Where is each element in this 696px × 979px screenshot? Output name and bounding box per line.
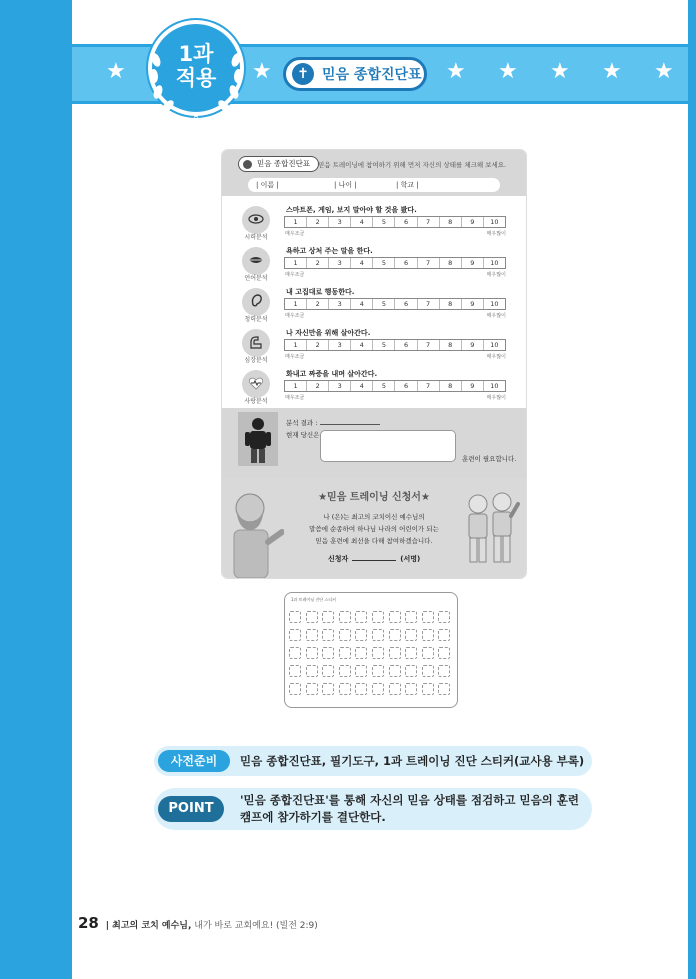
sticker-cell — [422, 611, 434, 623]
sticker-cell — [322, 629, 334, 641]
rating-scale — [284, 298, 506, 310]
left-border — [0, 0, 72, 979]
scale-2[interactable]: 2 — [307, 299, 329, 309]
sticker-cell — [289, 683, 301, 695]
title-pill — [283, 57, 427, 91]
star-icon: ★ — [446, 59, 466, 84]
scale-min: 매우조금 — [285, 272, 305, 278]
sticker-cell — [322, 683, 334, 695]
star-icon: ★ — [654, 59, 674, 84]
scale-10[interactable]: 10 — [490, 218, 499, 226]
sticker-cell — [289, 611, 301, 623]
scale-9[interactable]: 9 — [462, 381, 484, 391]
scale-9[interactable]: 9 — [462, 217, 484, 227]
result-end: 훈련이 필요합니다. — [462, 455, 517, 463]
scale-4[interactable]: 4 — [351, 217, 373, 227]
sticker-cell — [438, 665, 450, 677]
field-name: | 이름 | — [256, 181, 279, 189]
sticker-cell — [306, 629, 318, 641]
scale-2[interactable]: 2 — [307, 217, 329, 227]
scale-3[interactable]: 3 — [329, 340, 351, 350]
scale-8[interactable]: 8 — [440, 217, 462, 227]
scale-6[interactable]: 6 — [395, 258, 417, 268]
sticker-cell — [322, 647, 334, 659]
footer-subtitle: 내가 바로 교회예요! (빌전 2:9) — [194, 921, 318, 931]
result-line[interactable] — [320, 424, 380, 425]
sticker-cell — [306, 665, 318, 677]
sticker-cell — [405, 683, 417, 695]
sticker-cell — [389, 629, 401, 641]
sticker-grid — [289, 611, 455, 695]
training-application — [222, 478, 526, 578]
scale-2[interactable]: 2 — [307, 381, 329, 391]
sticker-cell — [322, 611, 334, 623]
scale-7[interactable]: 7 — [418, 381, 440, 391]
diagnosis-row — [222, 325, 526, 365]
scale-9[interactable]: 9 — [462, 299, 484, 309]
sticker-cell — [422, 647, 434, 659]
star-icon: ★ — [550, 59, 570, 84]
sticker-cell — [355, 629, 367, 641]
sticker-cell — [422, 683, 434, 695]
sticker-cell — [422, 629, 434, 641]
application-line-2: 말씀에 순종하여 하나님 나라의 어린이가 되는 — [309, 525, 439, 533]
scale-9[interactable]: 9 — [462, 340, 484, 350]
scale-7[interactable]: 7 — [418, 299, 440, 309]
rating-scale — [284, 339, 506, 351]
badge-text — [138, 42, 254, 90]
sticker-cell — [339, 647, 351, 659]
sticker-sheet — [284, 592, 458, 708]
application-line-1: 나 (은)는 최고의 코치이신 예수님의 — [323, 513, 425, 521]
heart-icon — [242, 370, 270, 398]
arm-icon — [242, 329, 270, 357]
sticker-cell — [306, 683, 318, 695]
scale-10[interactable]: 10 — [490, 341, 499, 349]
sticker-cell — [438, 629, 450, 641]
sticker-cell — [322, 665, 334, 677]
person-icon — [238, 412, 278, 466]
field-age: | 나이 | — [334, 181, 357, 189]
scale-min: 매우조금 — [285, 313, 305, 319]
sheet-header — [222, 150, 526, 196]
preparation-text: 믿음 종합진단표, 필기도구, 1과 트레이닝 진단 스티커(교사용 부록) — [240, 754, 585, 768]
result-label-row — [286, 418, 380, 427]
scale-4[interactable]: 4 — [351, 340, 373, 350]
preparation-bar — [154, 746, 592, 776]
sticker-cell — [355, 647, 367, 659]
scale-6[interactable]: 6 — [395, 217, 417, 227]
row-label: 심장분석 — [244, 357, 268, 364]
sticker-cell — [289, 665, 301, 677]
scale-min: 매우조금 — [285, 395, 305, 401]
scale-5[interactable]: 5 — [373, 258, 395, 268]
scale-7[interactable]: 7 — [418, 217, 440, 227]
scale-3[interactable]: 3 — [329, 299, 351, 309]
scale-max: 매우많이 — [486, 354, 506, 360]
scale-1[interactable]: 1 — [285, 381, 307, 391]
star-icon: ★ — [106, 59, 126, 84]
scale-6[interactable]: 6 — [395, 381, 417, 391]
sign-end: (서명) — [400, 555, 421, 563]
scale-max: 매우많이 — [486, 231, 506, 237]
scale-6[interactable]: 6 — [395, 340, 417, 350]
sticker-cell — [289, 647, 301, 659]
sticker-cell — [372, 629, 384, 641]
scale-min: 매우조금 — [285, 231, 305, 237]
scale-3[interactable]: 3 — [329, 258, 351, 268]
scale-max: 매우많이 — [486, 395, 506, 401]
lesson-badge — [138, 20, 254, 128]
scale-7[interactable]: 7 — [418, 258, 440, 268]
scale-max: 매우많이 — [486, 272, 506, 278]
sticker-cell — [405, 629, 417, 641]
sticker-cell — [405, 665, 417, 677]
star-icon: ★ — [252, 59, 272, 84]
sticker-cell — [389, 683, 401, 695]
point-label: POINT — [158, 796, 224, 822]
scale-8[interactable]: 8 — [440, 340, 462, 350]
badge-line2: 적용 — [175, 66, 217, 90]
row-label: 시력분석 — [244, 234, 268, 241]
diagnosis-row — [222, 243, 526, 283]
rating-scale — [284, 380, 506, 392]
title-pill-label: 믿음 종합진단표 — [322, 67, 422, 83]
svg-text:★: ★ — [191, 111, 201, 121]
row-statement: 나 자신만을 위해 살아간다. — [286, 329, 371, 337]
sticker-cell — [389, 611, 401, 623]
eye-icon — [242, 206, 270, 234]
scale-4[interactable]: 4 — [351, 258, 373, 268]
sign-line[interactable] — [352, 560, 396, 561]
analysis-result — [222, 408, 526, 478]
sticker-cell — [405, 647, 417, 659]
scale-9[interactable]: 9 — [462, 258, 484, 268]
sticker-cell — [306, 611, 318, 623]
sticker-cell — [405, 611, 417, 623]
scale-6[interactable]: 6 — [395, 299, 417, 309]
field-school: | 학교 | — [396, 181, 419, 189]
sticker-cell — [438, 647, 450, 659]
scale-3[interactable]: 3 — [329, 381, 351, 391]
scale-1[interactable]: 1 — [285, 258, 307, 268]
scale-max: 매우많이 — [486, 313, 506, 319]
scale-1[interactable]: 1 — [285, 299, 307, 309]
scale-4[interactable]: 4 — [351, 381, 373, 391]
faith-diagnosis-sheet — [222, 150, 526, 578]
footer-title: | 최고의 코치 예수님, — [105, 921, 192, 931]
scale-8[interactable]: 8 — [440, 258, 462, 268]
scale-1[interactable]: 1 — [285, 340, 307, 350]
row-statement: 욕하고 상처 주는 말을 한다. — [286, 247, 373, 255]
row-statement: 화내고 짜증을 내며 살아간다. — [286, 370, 378, 378]
sticker-cell — [422, 665, 434, 677]
sticker-cell — [438, 683, 450, 695]
sign-label: 신청자 — [328, 555, 349, 563]
sticker-cell — [372, 665, 384, 677]
point-bar — [154, 788, 592, 830]
row-statement: 내 고집대로 행동한다. — [286, 288, 355, 296]
page-footer — [78, 914, 318, 932]
application-title: ★믿음 트레이닝 신청서★ — [318, 492, 430, 503]
cross-icon: ✝ — [292, 63, 314, 85]
sticker-cell — [372, 647, 384, 659]
sheet-fields — [248, 178, 500, 192]
sheet-desc: 믿음 트레이닝에 참여하기 위해 먼저 자신의 상태를 체크해 보세요. — [318, 161, 507, 169]
scale-5[interactable]: 5 — [373, 340, 395, 350]
scale-min: 매우조금 — [285, 354, 305, 360]
sticker-cell — [289, 629, 301, 641]
row-label: 사랑분석 — [244, 398, 268, 405]
scale-8[interactable]: 8 — [440, 381, 462, 391]
sticker-cell — [372, 611, 384, 623]
scale-10[interactable]: 10 — [490, 382, 499, 390]
diagnosis-row — [222, 202, 526, 242]
badge-line1: 1과 — [178, 42, 214, 66]
scale-7[interactable]: 7 — [418, 340, 440, 350]
point-text: '믿음 종합진단표'를 통해 자신의 믿음 상태를 점검하고 믿음의 훈련캠프에 참가하기를 결단한다. — [240, 793, 580, 824]
diagnosis-row — [222, 284, 526, 324]
row-label: 청력분석 — [244, 316, 268, 323]
scale-2[interactable]: 2 — [307, 340, 329, 350]
scale-3[interactable]: 3 — [329, 217, 351, 227]
application-sign — [328, 554, 420, 564]
sticker-cell — [389, 647, 401, 659]
rating-scale — [284, 257, 506, 269]
page-number: 28 — [78, 914, 99, 932]
kids-illustration-icon — [460, 490, 520, 570]
right-border — [688, 0, 696, 979]
scale-8[interactable]: 8 — [440, 299, 462, 309]
diagnosis-row — [222, 366, 526, 406]
sticker-title: 1과 트레이닝 진단 스티커 — [291, 597, 336, 602]
sticker-cell — [355, 683, 367, 695]
ear-icon — [242, 288, 270, 316]
lips-icon — [242, 247, 270, 275]
scale-5[interactable]: 5 — [373, 299, 395, 309]
star-icon: ★ — [498, 59, 518, 84]
preparation-label: 사전준비 — [158, 750, 230, 772]
scale-10[interactable]: 10 — [490, 259, 499, 267]
rating-scale — [284, 216, 506, 228]
row-statement: 스마트폰, 게임, 보지 말아야 할 것을 봤다. — [286, 206, 417, 214]
row-label: 언어분석 — [244, 275, 268, 282]
scale-5[interactable]: 5 — [373, 381, 395, 391]
result-label: 분석 결과 : — [286, 419, 318, 427]
star-icon: ★ — [602, 59, 622, 84]
scale-4[interactable]: 4 — [351, 299, 373, 309]
scale-2[interactable]: 2 — [307, 258, 329, 268]
sticker-cell — [306, 647, 318, 659]
result-now: 현재 당신은 — [286, 431, 320, 439]
sticker-cell — [339, 683, 351, 695]
scale-5[interactable]: 5 — [373, 217, 395, 227]
sticker-cell — [339, 629, 351, 641]
sticker-cell — [372, 683, 384, 695]
result-box[interactable] — [320, 430, 456, 462]
sticker-cell — [389, 665, 401, 677]
sheet-pill: 믿음 종합진단표 — [238, 156, 319, 172]
sticker-cell — [339, 665, 351, 677]
sticker-cell — [339, 611, 351, 623]
sticker-cell — [438, 611, 450, 623]
sticker-cell — [355, 665, 367, 677]
scale-1[interactable]: 1 — [285, 217, 307, 227]
sticker-cell — [355, 611, 367, 623]
application-line-3: 믿음 훈련에 최선을 다해 참여하겠습니다. — [315, 537, 433, 545]
scale-10[interactable]: 10 — [490, 300, 499, 308]
